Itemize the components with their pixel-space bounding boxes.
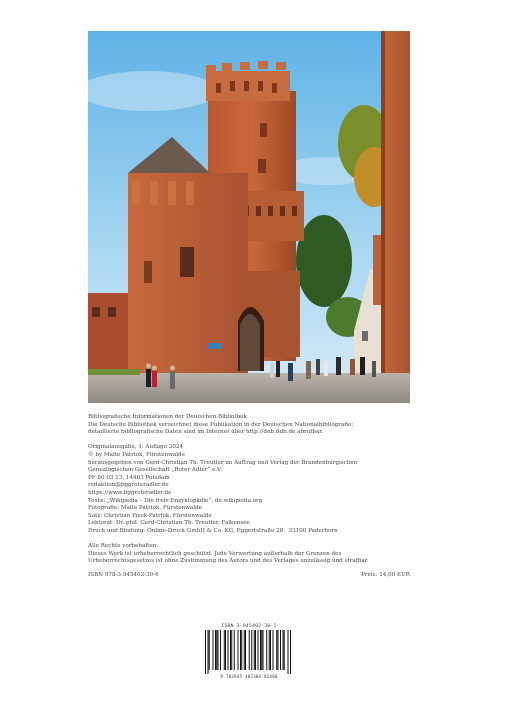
photos-credit: Fotografie: Malte Patriok, Fürstenwalde bbox=[88, 505, 202, 512]
law-line-2: Urheberrechtsgesetzes ist ohne Zustimmung des Autors und des Verlages unzulässig und strafbar. bbox=[88, 558, 369, 565]
imprint-heading: Bibliografische Informationen der Deutschen Bibliothek bbox=[88, 414, 247, 420]
printing-credit: Druck und Bindung: Online-Druck GmbH & Co. KG, Eggertstraße 28 , 33100 Paderborn bbox=[88, 527, 338, 534]
dnb-line-2: detaillierte bibliografische Daten sind im Internet über http://dnb.ddb.de abrufbar. bbox=[88, 429, 324, 436]
copyright: © by Malte Patriok, Fürstenwalde bbox=[88, 451, 185, 458]
dnb-line-1: Die Deutsche Bibliothek verzeichnet diese Publikation in der Deutschen Nationalbibliografie; bbox=[88, 421, 354, 428]
edition: Originalausgabe, 1. Auflage 2024 bbox=[88, 444, 184, 451]
rights: Alle Rechte vorbehalten. bbox=[88, 543, 159, 550]
barcode-isbn-text: ISBN 3-945402-30-1 bbox=[221, 624, 277, 629]
barcode-numbers: 9 783945 402306 01400 bbox=[220, 674, 278, 679]
isbn: ISBN 978-3-945402-30-6 bbox=[88, 571, 159, 578]
imprint-text bbox=[88, 414, 410, 580]
barcode bbox=[203, 624, 295, 682]
publisher-line-1: herausgegeben von Gerd-Christian Th. Treutler im Auftrag und Verlag der Brandenburgischen bbox=[88, 459, 358, 466]
website: https://www.bggroteradler.de bbox=[88, 489, 172, 496]
texts-credit: Texte: „Wikipedia – Die freie Enzyklopädie“, de.wikipedia.org bbox=[88, 497, 263, 504]
email: redaktion@bggroteradler.de bbox=[88, 482, 169, 489]
editing-credit: Lektorat: Dr. phil. Gerd-Christian Th. Treutler, Falkensee bbox=[88, 520, 250, 527]
law-line-1: Dieses Werk ist urheberrechtlich geschützt. Jede Verwertung außerhalb der Grenzen des bbox=[88, 550, 342, 557]
typesetting-credit: Satz: Christian Piesk-Patriok, Fürstenwalde bbox=[88, 512, 212, 519]
price: Preis: 14,00 EUR bbox=[361, 571, 410, 578]
isbn-price-row bbox=[88, 572, 410, 580]
address: PF 60 03 13, 14403 Potsdam bbox=[88, 474, 170, 481]
barcode-bars bbox=[203, 630, 295, 674]
cover-photo bbox=[88, 31, 410, 403]
publisher-line-2: Genealogischen Gesellschaft „Roter Adler“ e.V. bbox=[88, 467, 222, 474]
